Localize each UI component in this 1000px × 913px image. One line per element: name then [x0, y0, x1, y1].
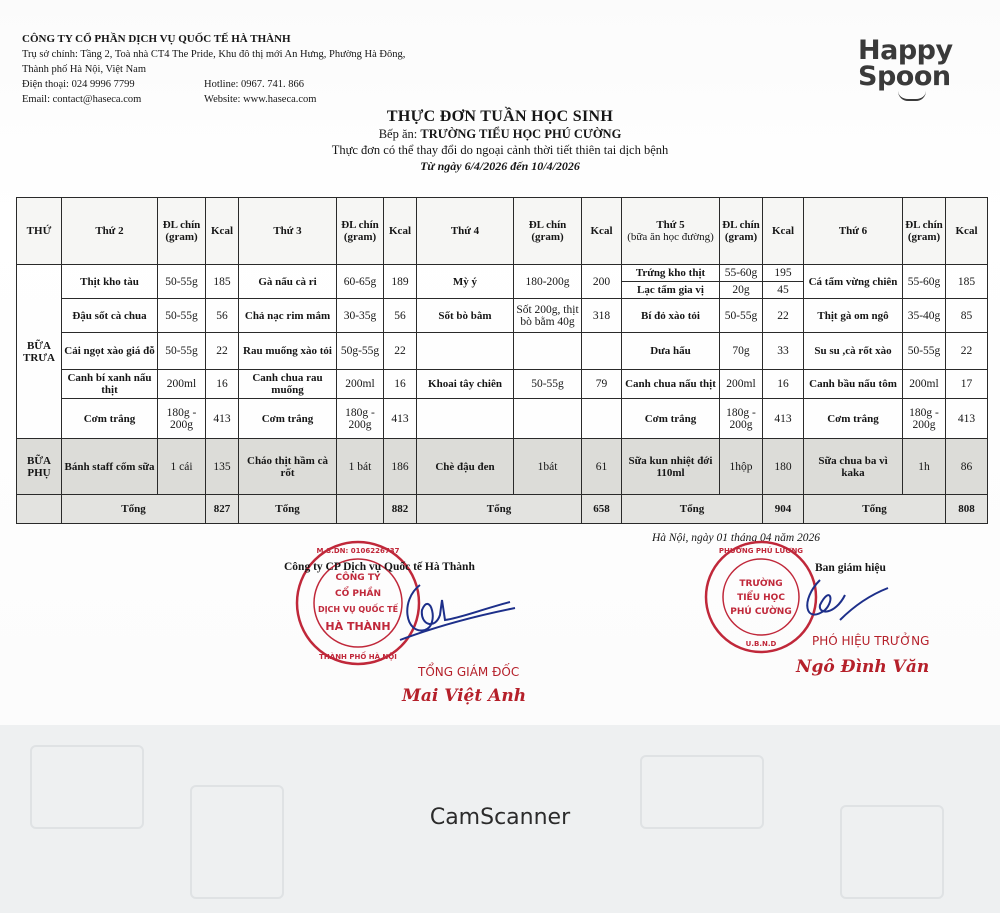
dish-name: Cơm trắng: [804, 399, 903, 439]
company-signatory-name: Mai Việt Anh: [402, 686, 527, 706]
dish-name: Rau muống xào tỏi: [239, 333, 337, 370]
company-email: Email: contact@haseca.com: [22, 94, 142, 105]
empty-cell: [337, 495, 384, 524]
dish-quantity: Sốt 200g, thịt bò bằm 40g: [514, 299, 582, 333]
empty-cell: [17, 495, 62, 524]
dish-name: Lạc tẩm gia vị: [622, 282, 720, 299]
dish-name: [417, 399, 514, 439]
dish-name: Cải ngọt xào giá đỗ: [62, 333, 158, 370]
company-website: Website: www.haseca.com: [204, 94, 317, 105]
column-header-qty: ĐL chín (gram): [514, 198, 582, 265]
total-label: Tổng: [62, 495, 206, 524]
stamp-text: CÔNG TY: [335, 573, 381, 583]
column-header-day: [622, 198, 720, 265]
dish-name: Chả nạc rim mắm: [239, 299, 337, 333]
company-signatory-title: TỔNG GIÁM ĐỐC: [418, 665, 520, 679]
total-label: Tổng: [622, 495, 763, 524]
dish-quantity: 180g - 200g: [903, 399, 946, 439]
dish-kcal: 16: [763, 370, 804, 399]
column-header-day: [62, 198, 158, 265]
column-header-day: [804, 198, 903, 265]
school-signatory-name: Ngô Đình Văn: [796, 657, 930, 677]
dish-kcal: 22: [206, 333, 239, 370]
dish-quantity: [514, 399, 582, 439]
dish-quantity: 50g-55g: [337, 333, 384, 370]
dish-name: Cơm trắng: [622, 399, 720, 439]
school-signatory-org: Ban giám hiệu: [815, 562, 886, 574]
dish-name: Thịt gà om ngô: [804, 299, 903, 333]
dish-name: Cá tẩm vừng chiên: [804, 265, 903, 299]
dish-kcal: 195: [763, 265, 804, 282]
dish-quantity: 200ml: [903, 370, 946, 399]
dish-quantity: 180g - 200g: [720, 399, 763, 439]
dish-quantity: 50-55g: [158, 265, 206, 299]
snack-kcal: 186: [384, 439, 417, 495]
column-header-day: [239, 198, 337, 265]
dish-quantity: 180g - 200g: [337, 399, 384, 439]
dish-kcal: [582, 399, 622, 439]
dish-quantity: 55-60g: [720, 265, 763, 282]
dish-kcal: 189: [384, 265, 417, 299]
school-signature: [790, 570, 890, 630]
total-label: Tổng: [417, 495, 582, 524]
stamp-text: CỔ PHẦN: [334, 589, 382, 599]
dish-quantity: 55-60g: [903, 265, 946, 299]
column-header-kcal: Kcal: [946, 198, 988, 265]
meal-label-lunch: BỮA TRƯA: [17, 265, 62, 439]
snack-kcal: 86: [946, 439, 988, 495]
company-info: [22, 32, 405, 107]
dish-kcal: 45: [763, 282, 804, 299]
dish-name: Trứng kho thịt: [622, 265, 720, 282]
company-address-2: Thành phố Hà Nội, Việt Nam: [22, 64, 146, 75]
dish-name: Cơm trắng: [62, 399, 158, 439]
dish-kcal: 16: [384, 370, 417, 399]
stamp-text: DỊCH VỤ QUỐC TẾ: [317, 605, 399, 614]
decorative-shape: [190, 785, 284, 899]
day-subtitle: (bữa ăn học đường): [627, 231, 714, 243]
dish-quantity: 200ml: [720, 370, 763, 399]
dish-kcal: 22: [946, 333, 988, 370]
snack-quantity: 1 bát: [337, 439, 384, 495]
column-header-kcal: Kcal: [206, 198, 239, 265]
day-name: Thứ 4: [450, 225, 480, 237]
dish-name: Canh bầu nấu tôm: [804, 370, 903, 399]
dish-name: Mỳ ý: [417, 265, 514, 299]
company-name: CÔNG TY CỔ PHẦN DỊCH VỤ QUỐC TẾ HÀ THÀNH: [22, 33, 291, 45]
snack-name: Bánh staff cốm sữa: [62, 439, 158, 495]
stamp-text: TIỂU HỌC: [737, 593, 785, 603]
dish-quantity: [514, 333, 582, 370]
company-signature: [380, 580, 520, 650]
dish-quantity: 180g - 200g: [158, 399, 206, 439]
dish-quantity: 200ml: [158, 370, 206, 399]
column-header-day: [417, 198, 514, 265]
weekly-menu-table: [16, 197, 988, 524]
menu-note: Thực đơn có thể thay đổi do ngoại cảnh thời tiết thiên tai dịch bệnh: [331, 143, 669, 157]
meal-label-snack: BỮA PHỤ: [17, 439, 62, 495]
company-address-1: Trụ sở chính: Tầng 2, Toà nhà CT4 The Pride, Khu đô thị mới An Hưng, Phường Hà Đông,: [22, 49, 406, 60]
dish-name: Đậu sốt cà chua: [62, 299, 158, 333]
dish-kcal: 413: [384, 399, 417, 439]
snack-name: Sữa chua ba vì kaka: [804, 439, 903, 495]
column-header-kcal: Kcal: [763, 198, 804, 265]
snack-quantity: 1 cái: [158, 439, 206, 495]
column-header-qty: ĐL chín (gram): [903, 198, 946, 265]
stamp-text: M.S.DN: 0106226737: [316, 547, 400, 555]
smile-icon: [898, 91, 926, 101]
column-header-kcal: Kcal: [582, 198, 622, 265]
dish-kcal: 200: [582, 265, 622, 299]
column-header-kcal: Kcal: [384, 198, 417, 265]
snack-kcal: 135: [206, 439, 239, 495]
kitchen-line: [300, 126, 700, 142]
date-range: Từ ngày 6/4/2026 đến 10/4/2026: [420, 159, 580, 173]
dish-kcal: 85: [946, 299, 988, 333]
camscanner-footer: [0, 725, 1000, 913]
kitchen-label: Bếp ăn:: [378, 127, 421, 141]
dish-name: [417, 333, 514, 370]
dish-name: Khoai tây chiên: [417, 370, 514, 399]
dish-kcal: 16: [206, 370, 239, 399]
dish-kcal: 413: [206, 399, 239, 439]
table-row: [17, 439, 988, 495]
dish-name: Bí đỏ xào tỏi: [622, 299, 720, 333]
school-signatory-title: PHÓ HIỆU TRƯỞNG: [812, 634, 930, 648]
total-kcal: 658: [582, 495, 622, 524]
dish-quantity: 50-55g: [158, 299, 206, 333]
dish-quantity: 50-55g: [158, 333, 206, 370]
stamp-text: HÀ THÀNH: [325, 620, 391, 633]
day-name: Thứ 5: [656, 219, 685, 231]
table-row: [17, 495, 988, 524]
dish-kcal: 56: [384, 299, 417, 333]
dish-kcal: 413: [946, 399, 988, 439]
company-signatory-org: Công ty CP Dịch vụ Quốc tế Hà Thành: [284, 561, 475, 573]
dish-name: Canh chua nấu thịt: [622, 370, 720, 399]
dish-name: Canh chua rau muống: [239, 370, 337, 399]
stamp-text: PHƯỜNG PHÚ LƯƠNG: [718, 547, 804, 555]
dish-kcal: 22: [384, 333, 417, 370]
snack-kcal: 61: [582, 439, 622, 495]
dish-name: Gà nấu cà ri: [239, 265, 337, 299]
dish-quantity: 60-65g: [337, 265, 384, 299]
dish-name: Dưa hấu: [622, 333, 720, 370]
table-row: [17, 198, 988, 265]
total-kcal: 808: [946, 495, 988, 524]
dish-name: Thịt kho tàu: [62, 265, 158, 299]
snack-name: Sữa kun nhiệt đới 110ml: [622, 439, 720, 495]
day-name: Thứ 6: [838, 225, 868, 237]
day-name: Thứ 2: [95, 225, 124, 237]
total-label: Tổng: [804, 495, 946, 524]
dish-quantity: 200ml: [337, 370, 384, 399]
logo-line-1: Happy: [858, 35, 953, 66]
stamp-text: THÀNH PHỐ HÀ NỘI: [319, 653, 397, 661]
snack-quantity: 1hộp: [720, 439, 763, 495]
dish-quantity: 180-200g: [514, 265, 582, 299]
date-place: Hà Nội, ngày 01 tháng 04 năm 2026: [652, 532, 821, 544]
dish-kcal: 33: [763, 333, 804, 370]
kitchen-name: TRƯỜNG TIỂU HỌC PHÚ CƯỜNG: [420, 127, 622, 141]
dish-quantity: 50-55g: [514, 370, 582, 399]
dish-kcal: 413: [763, 399, 804, 439]
camscanner-watermark: CamScanner: [429, 805, 571, 830]
dish-name: Canh bí xanh nấu thịt: [62, 370, 158, 399]
dish-kcal: 56: [206, 299, 239, 333]
dish-kcal: 318: [582, 299, 622, 333]
column-header-qty: ĐL chín (gram): [720, 198, 763, 265]
dish-name: Cơm trắng: [239, 399, 337, 439]
total-kcal: 827: [206, 495, 239, 524]
table-row: [17, 265, 988, 282]
table-row: [17, 399, 988, 439]
dish-kcal: 17: [946, 370, 988, 399]
dish-kcal: 79: [582, 370, 622, 399]
column-header-qty: ĐL chín (gram): [158, 198, 206, 265]
table-row: [17, 333, 988, 370]
snack-name: Chè đậu đen: [417, 439, 514, 495]
snack-quantity: 1h: [903, 439, 946, 495]
stamp-text: TRƯỜNG: [739, 579, 783, 589]
column-header-thu: THỨ: [17, 198, 62, 265]
dish-kcal: 185: [946, 265, 988, 299]
page-title: THỰC ĐƠN TUẦN HỌC SINH: [386, 108, 614, 125]
menu-heading: [300, 108, 700, 174]
logo-line-2: Spoon: [858, 61, 951, 92]
dish-name: Sốt bò bằm: [417, 299, 514, 333]
company-hotline: Hotline: 0967. 741. 866: [204, 79, 305, 90]
happy-spoon-logo: [858, 35, 953, 92]
total-kcal: 904: [763, 495, 804, 524]
table-row: [17, 370, 988, 399]
table-row: [17, 299, 988, 333]
dish-quantity: 50-55g: [903, 333, 946, 370]
total-label: Tổng: [239, 495, 337, 524]
dish-kcal: 185: [206, 265, 239, 299]
dish-quantity: 50-55g: [720, 299, 763, 333]
dish-kcal: [582, 333, 622, 370]
company-phone: Điện thoại: 024 9996 7799: [22, 79, 135, 90]
stamp-text: PHÚ CƯỜNG: [730, 607, 792, 617]
day-name: Thứ 3: [273, 225, 302, 237]
total-kcal: 882: [384, 495, 417, 524]
dish-quantity: 20g: [720, 282, 763, 299]
dish-kcal: 22: [763, 299, 804, 333]
stamp-text: U.B.N.D: [745, 640, 777, 648]
dish-quantity: 35-40g: [903, 299, 946, 333]
snack-kcal: 180: [763, 439, 804, 495]
dish-quantity: 70g: [720, 333, 763, 370]
dish-name: Su su ,cà rốt xào: [804, 333, 903, 370]
snack-name: Cháo thịt hầm cà rốt: [239, 439, 337, 495]
column-header-qty: ĐL chín (gram): [337, 198, 384, 265]
snack-quantity: 1bát: [514, 439, 582, 495]
dish-quantity: 30-35g: [337, 299, 384, 333]
